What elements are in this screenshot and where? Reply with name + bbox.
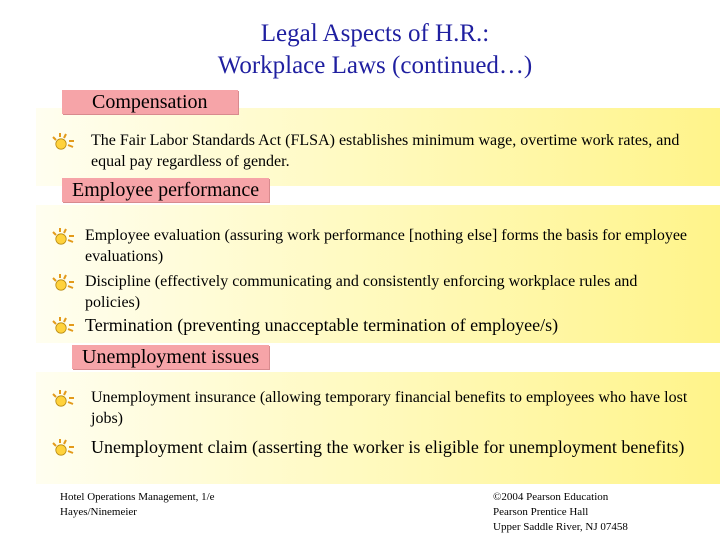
sun-bullet-icon [52, 438, 76, 456]
slide-title [0, 18, 720, 82]
footer-address: Upper Saddle River, NJ 07458 [493, 521, 628, 533]
bullet-text: Discipline (effectively communicating and consistently enforcing workplace rules and policies) [85, 273, 638, 311]
sun-bullet-icon [52, 273, 76, 291]
footer-right [493, 490, 628, 535]
title-line-2: Workplace Laws (continued…) [217, 52, 533, 79]
footer-copyright: ©2004 Pearson Education [493, 491, 609, 503]
bullet-text: Employee evaluation (assuring work performance [nothing else] forms the basis for employee evaluations) [85, 227, 688, 265]
unemployment-heading: Unemployment issues [72, 345, 269, 369]
employee-performance-heading: Employee performance [62, 178, 269, 202]
bullet-text: Unemployment claim (asserting the worker is eligible for unemployment benefits) [91, 437, 685, 457]
footer-publisher: Pearson Prentice Hall [493, 506, 589, 518]
sun-bullet-icon [52, 132, 76, 150]
title-line-1: Legal Aspects of H.R.: [260, 20, 490, 47]
footer-book-title: Hotel Operations Management, 1/e [60, 491, 215, 503]
bullet-text: The Fair Labor Standards Act (FLSA) establishes minimum wage, overtime work rates, and equal pay regardless of gender. [91, 132, 680, 170]
bullet-text: Termination (preventing unacceptable termination of employee/s) [85, 315, 559, 335]
sun-bullet-icon [52, 316, 76, 334]
bullet-text: Unemployment insurance (allowing temporary financial benefits to employees who have lost jobs) [91, 389, 688, 427]
footer-left [60, 490, 215, 520]
compensation-heading: Compensation [62, 90, 238, 114]
footer-authors: Hayes/Ninemeier [60, 506, 137, 518]
sun-bullet-icon [52, 227, 76, 245]
sun-bullet-icon [52, 389, 76, 407]
